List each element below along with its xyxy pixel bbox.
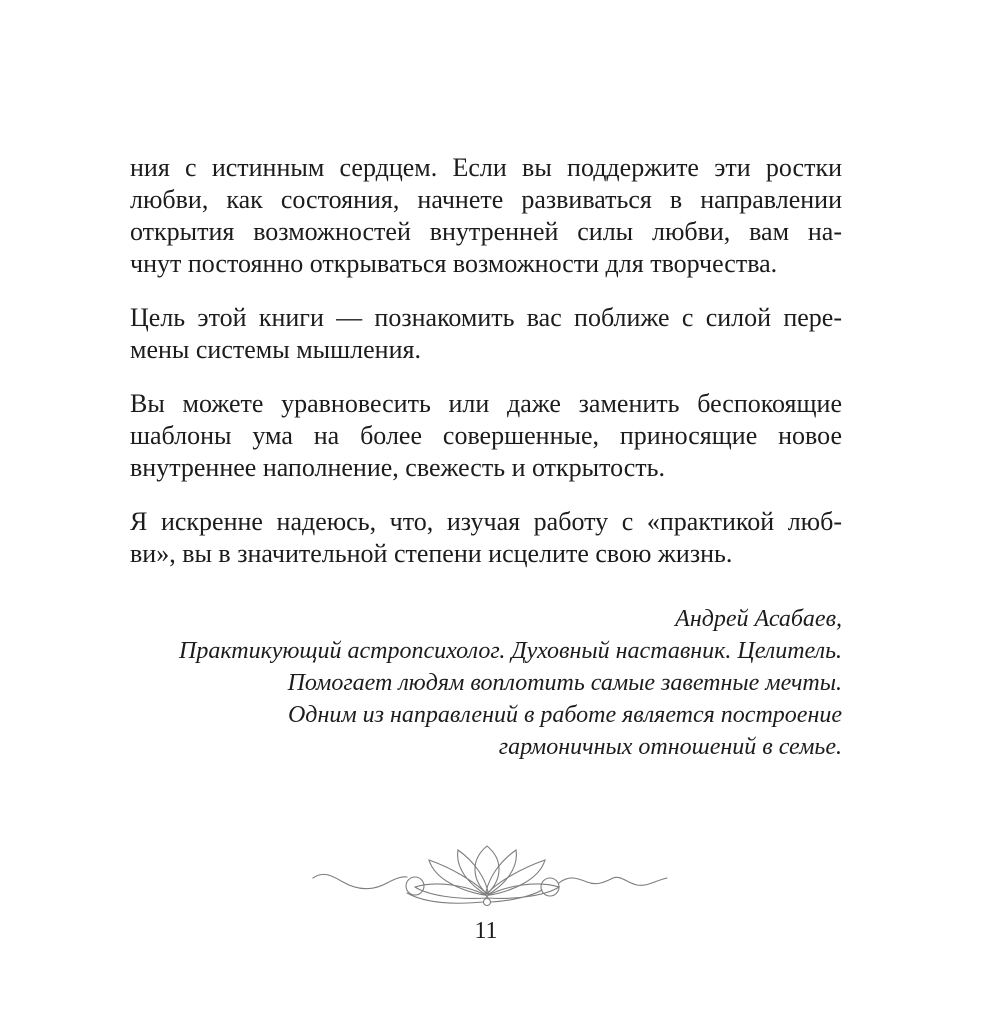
paragraph-4 — [130, 506, 842, 570]
text-line: любви, как состояния, начнете развиваться в направлении — [130, 185, 842, 214]
text-line: мены системы мышления. — [130, 335, 421, 364]
signature-line: Одним из направлений в работе является построение — [287, 702, 842, 728]
author-signature-block — [130, 603, 842, 763]
page-text-block — [130, 152, 842, 763]
text-line: открытия возможностей внутренней силы любви, вам на- — [130, 217, 842, 246]
paragraph-3 — [130, 388, 842, 484]
text-line: шаблоны ума на более совершенные, приносящие новое — [130, 421, 842, 450]
text-line: чнут постоянно открываться возможности для творчества. — [130, 249, 778, 278]
page-number: 11 — [474, 918, 498, 944]
signature-line: Практикующий астропсихолог. Духовный наставник. Целитель. — [179, 638, 842, 664]
text-line: ния с истинным сердцем. Если вы поддержите эти ростки — [130, 153, 842, 182]
text-line: ви», вы в значительной степени исцелите свою жизнь. — [130, 539, 733, 568]
signature-author-name: Андрей Асабаев, — [675, 606, 842, 632]
lotus-ornament-divider — [311, 842, 671, 908]
signature-line: Помогает людям воплотить самые заветные мечты. — [287, 670, 842, 696]
lotus-flower-icon — [311, 842, 671, 908]
paragraph-2 — [130, 302, 842, 366]
text-line: Цель этой книги — познакомить вас поближе с силой пере- — [130, 303, 842, 332]
signature-line: гармоничных отношений в семье. — [498, 734, 842, 760]
text-line: Вы можете уравновесить или даже заменить беспокоящие — [130, 389, 842, 418]
text-line: Я искренне надеюсь, что, изучая работу с «практикой люб- — [130, 507, 842, 536]
paragraph-1 — [130, 152, 842, 280]
text-line: внутреннее наполнение, свежесть и открытость. — [130, 453, 666, 482]
